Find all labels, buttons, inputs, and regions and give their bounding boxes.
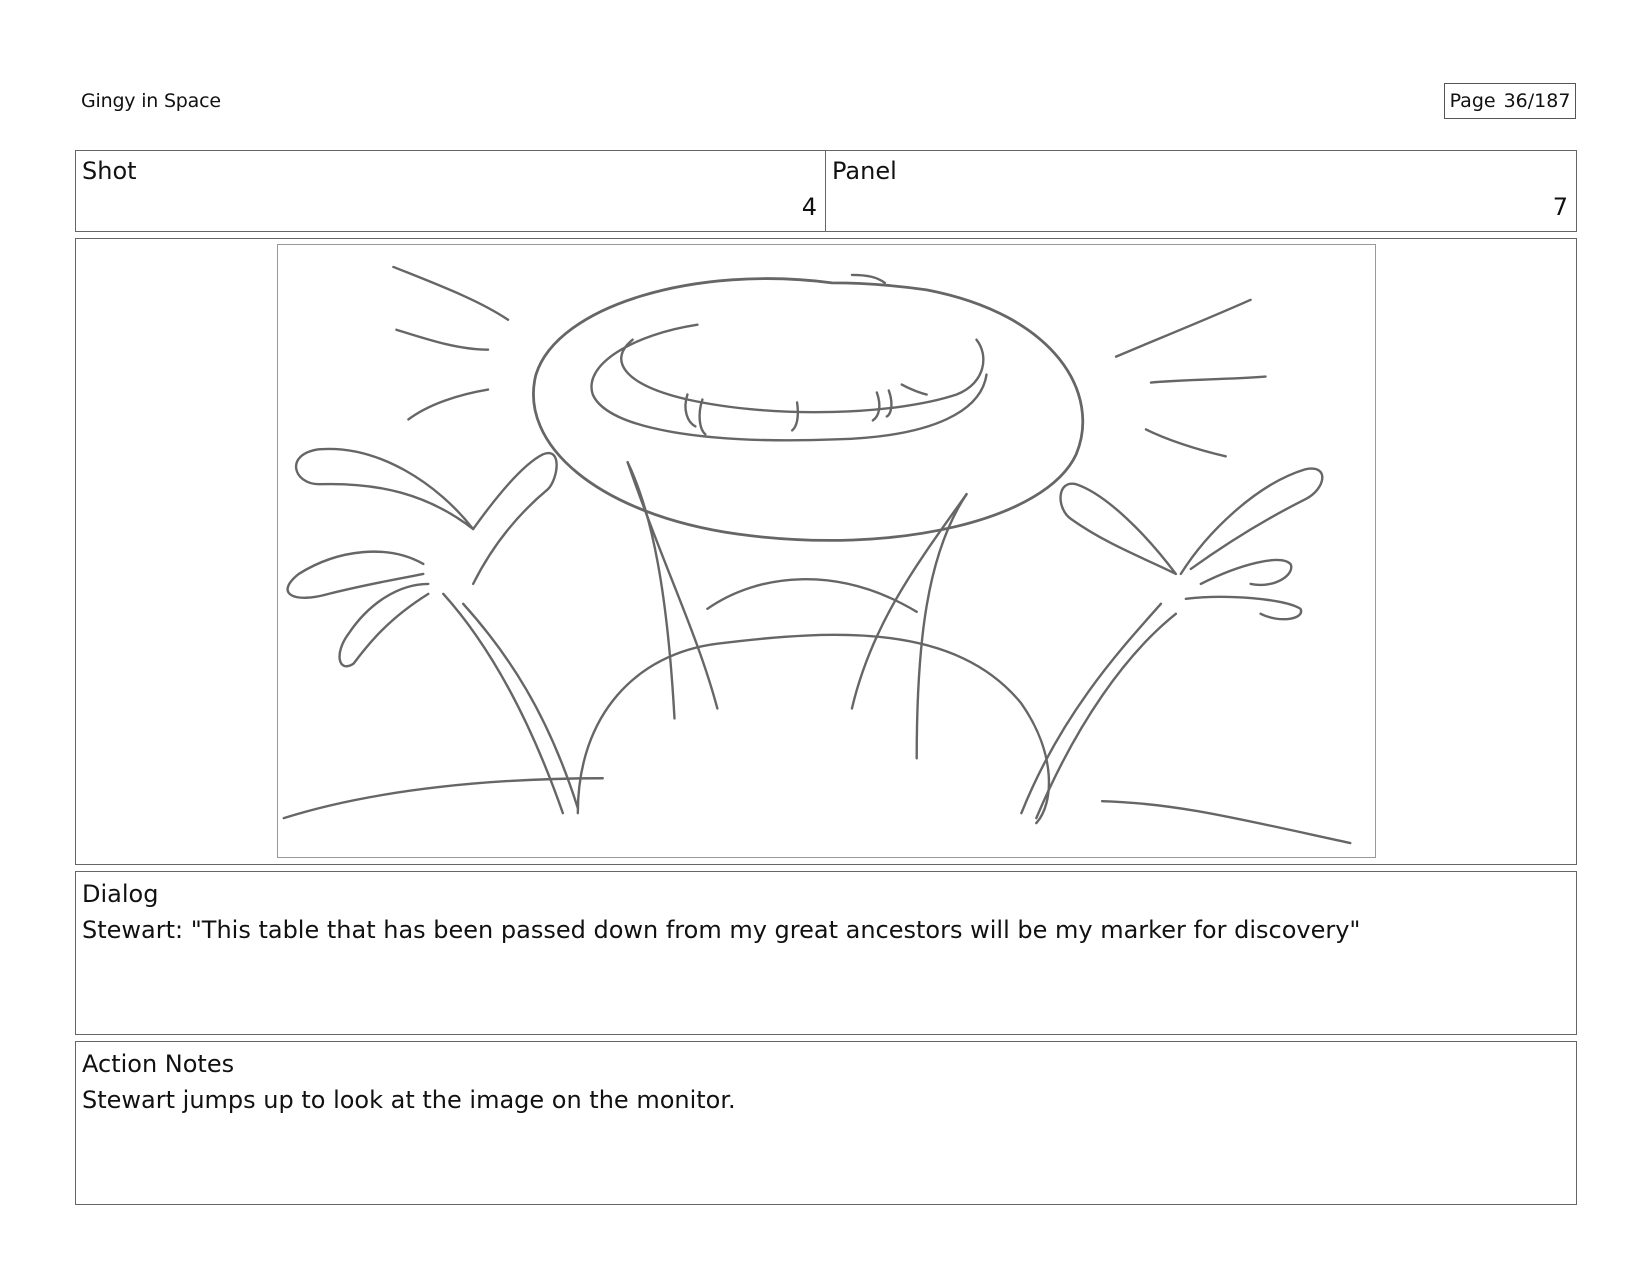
shot-field <box>75 150 826 232</box>
storyboard-sketch <box>277 244 1376 858</box>
shot-value: 4 <box>801 193 817 221</box>
page-label: Page <box>1449 90 1496 112</box>
dialog-section <box>75 871 1577 1035</box>
page-number: 36/187 <box>1503 90 1571 112</box>
panel-field <box>825 150 1577 232</box>
shot-label: Shot <box>82 157 137 185</box>
page-indicator <box>1444 83 1576 119</box>
action-notes-label: Action Notes <box>82 1050 235 1078</box>
sketch-drawing <box>278 245 1375 857</box>
panel-label: Panel <box>832 157 897 185</box>
action-notes-section <box>75 1041 1577 1205</box>
panel-value: 7 <box>1552 193 1568 221</box>
dialog-label: Dialog <box>82 880 159 908</box>
document-title: Gingy in Space <box>81 90 221 112</box>
dialog-text: Stewart: "This table that has been passed down from my great ancestors will be my marker for discovery" <box>82 916 1361 944</box>
action-notes-text: Stewart jumps up to look at the image on the monitor. <box>82 1086 736 1114</box>
